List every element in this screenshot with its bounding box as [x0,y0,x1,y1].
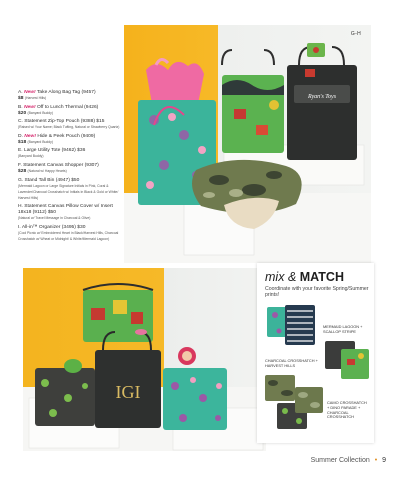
item-letter: D. [18,133,23,139]
bottom-products-illustration [23,268,266,451]
item-name: All-in™ Organizer (3495) $30 [21,224,86,230]
item-letter: I. [18,224,21,230]
item-letter: B. [18,104,23,110]
combo-label-3: CAMO CROSSHATCH + DINO PARADE + CHARCOAL CROSSHATCH [327,400,367,420]
product-item-d [18,134,126,146]
item-variant: (Raised w/ Your Name; Black Tufting, Natural or Strawberry Quartz) [18,125,120,130]
page-footer [311,457,386,464]
top-products-illustration [124,25,371,263]
product-item-i [18,225,126,243]
product-item-e [18,148,126,160]
item-variant: (Banyard Buddy) [27,110,53,115]
item-letter: E. [18,148,23,154]
item-variant: (Banyard Buddy) [27,139,53,144]
svg-text:IGI: IGI [115,382,141,402]
svg-text:Ryan's Toys: Ryan's Toys [307,94,337,100]
item-variant: (Banyard Buddy) [18,154,44,159]
page-number: 9 [382,457,386,464]
item-price: $20 [18,110,27,116]
item-variant: (Cool Picnic w/ Embroidered Heart in Black/Harvest Hills, Charcoal Crosshatch w/ Wheat or Midnight/ & White/Mermaid Lagoon) [18,230,119,241]
item-letter: G. [18,177,24,183]
product-item-f [18,163,126,175]
title-match: MATCH [299,270,344,284]
item-name: Statement Zip-Top Pouch (9388) $15 [24,119,105,125]
bottom-product-photo [23,268,266,451]
title-mix: mix [265,270,285,284]
item-name: Hide & Peek Pouch (9409) [37,133,96,139]
item-name: Statement Canvas Shopper (9307) [23,162,99,168]
product-list [18,90,126,245]
item-name: Take Along Bag Tag (9457) [36,90,96,95]
new-badge: New! [23,104,36,110]
product-item-a [18,90,126,102]
title-ampersand: & [287,270,297,284]
section-name: Summer Collection [310,457,370,464]
mix-match-subtitle: Coordinate with your favorite Spring/Summer prints! [265,286,369,299]
item-letter: C. [18,119,23,125]
item-variant: (Harvest Hills) [24,96,47,100]
item-variant: (Natural w/ Happy Hearts) [27,168,67,173]
item-price: $8 [18,96,24,101]
item-letter: F. [18,162,22,168]
combo-label-1: MERMAID LAGOON + SCALLOP STRIPE [323,324,363,334]
new-badge: New! [24,133,36,139]
item-name: Large Utility Tote (9462) $36 [23,148,86,154]
product-item-h [18,204,126,222]
item-name: Off to Lunch Thermal (9426) [37,104,99,110]
item-name: Statement Canvas Pillow Cover w/ Insert 18x18 (9112) $50 [18,204,113,216]
photo-tag-gh: G-H [350,31,361,37]
product-item-g [18,178,126,202]
item-name: Stand Tall Bin (4947) $50 [24,177,80,183]
item-variant: (Mermaid Lagoon or Large Signature Initials in Pink, Coral & Lavender/Charcoal Crosshatch w/ Initials in Black & Gold or White/ Harvest Hills) [18,183,119,200]
top-product-photo [124,25,371,263]
mix-and-match-panel [257,263,374,443]
item-price: $28 [18,168,27,174]
new-badge: New! [23,90,36,95]
item-price: $18 [18,139,27,145]
product-item-c [18,119,126,131]
combo-label-2: CHARCOAL CROSSHATCH + HARVEST HILLS [265,358,318,368]
product-item-b [18,105,126,117]
footer-dot-icon: • [374,457,378,464]
item-variant: (Natural w/ Travel Message in Charcoal & Olive) [18,216,91,221]
item-letter: A. [18,90,23,95]
item-letter: H. [18,204,23,210]
